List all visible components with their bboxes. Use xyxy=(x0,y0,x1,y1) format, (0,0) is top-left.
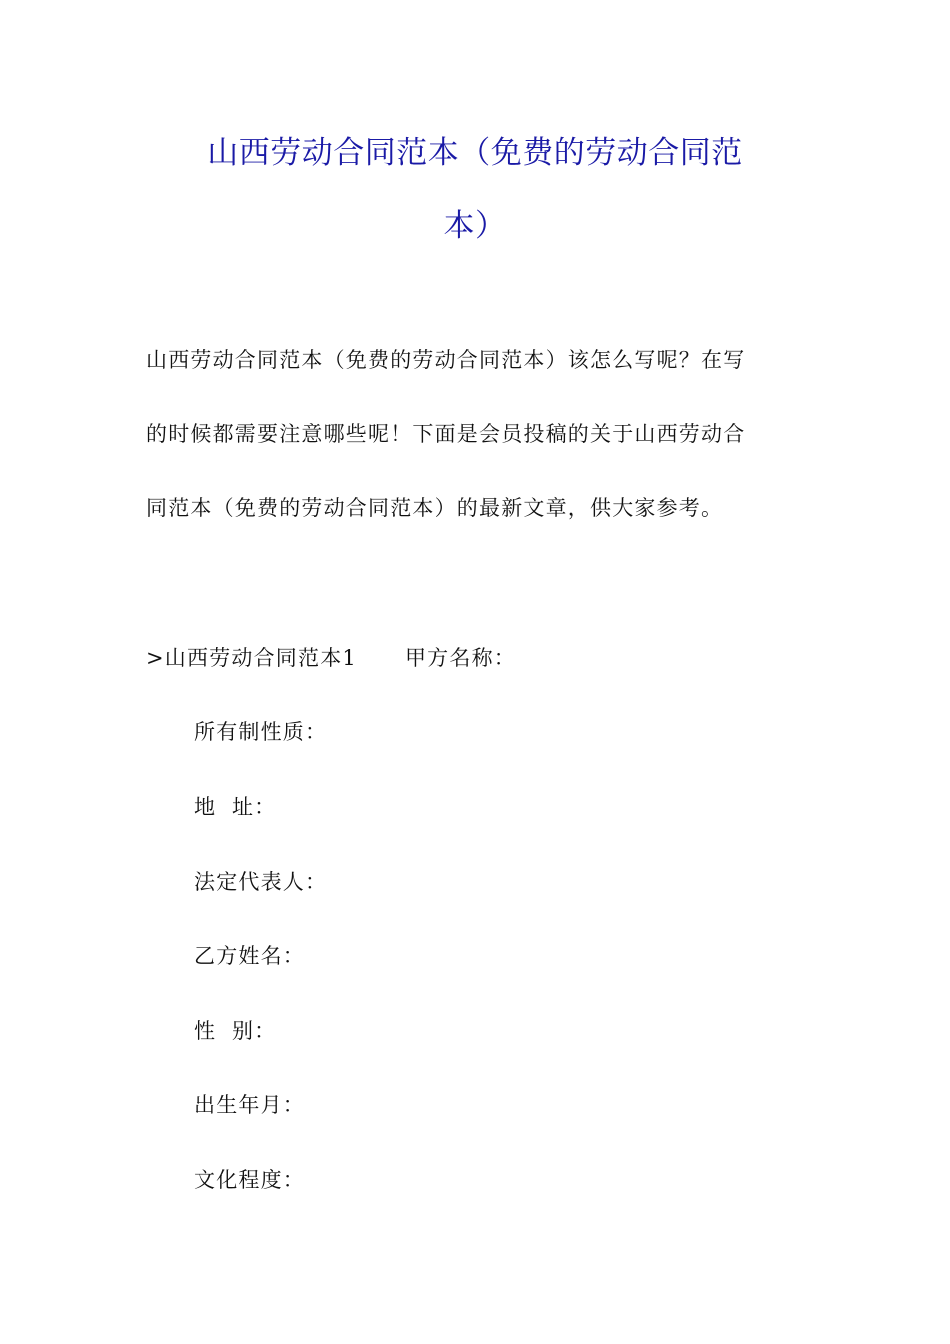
field-party-b-name: 乙方姓名： xyxy=(194,944,305,968)
document-title-line-1: 山西劳动合同范本（免费的劳动合同范 xyxy=(207,135,743,171)
intro-line-2: 的时候都需要注意哪些呢！下面是会员投稿的关于山西劳动合 xyxy=(146,422,746,446)
section-heading-row xyxy=(146,644,516,672)
field-ownership-type: 所有制性质： xyxy=(194,720,328,744)
section-heading: >山西劳动合同范本1 xyxy=(146,646,357,670)
field-address: 地 址： xyxy=(194,795,277,819)
intro-line-3: 同范本（免费的劳动合同范本）的最新文章，供大家参考。 xyxy=(146,496,724,520)
field-gender: 性 别： xyxy=(194,1019,277,1043)
field-education-level: 文化程度： xyxy=(194,1168,305,1192)
document-title-line-2: 本） xyxy=(443,208,507,244)
field-party-a-name: 甲方名称： xyxy=(404,646,516,670)
field-birth-date: 出生年月： xyxy=(194,1093,305,1117)
intro-line-1: 山西劳动合同范本（免费的劳动合同范本）该怎么写呢？在写 xyxy=(146,348,746,372)
field-legal-representative: 法定代表人： xyxy=(194,870,328,894)
